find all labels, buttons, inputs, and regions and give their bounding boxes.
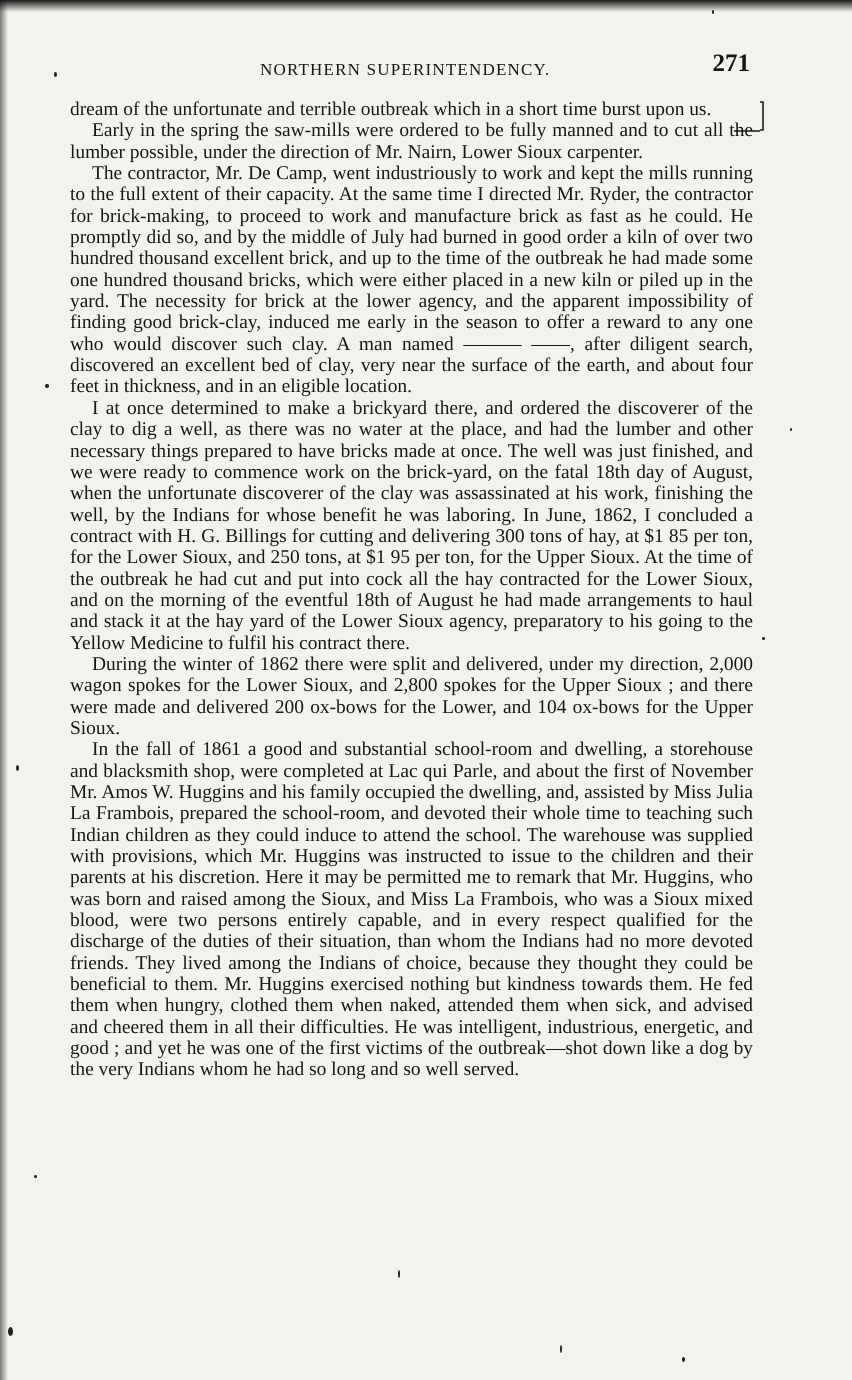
scan-speck [762,637,765,640]
paragraph: Early in the spring the saw-mills were ordered to be fully manned and to cut all the lumber possible, under the direction of Mr. Nairn, Lower Sioux carpenter. [70,120,753,163]
scan-speck [54,72,57,77]
paragraph: In the fall of 1861 a good and substantial school-room and dwelling, a storehouse and blacksmith shop, were completed at Lac qui Parle, and about the first of November Mr. Amos W. Huggins and his family occupied the dwelling, and, assisted by Miss Julia La Frambois, prepared the school-room, and devoted their whole time to teaching such Indian children as they could induce to attend the school. The warehouse was supplied with provisions, which Mr. Huggins was instructed to issue to the children and their parents at his discretion. Here it may be permitted me to remark that Mr. Huggins, who was born and raised among the Sioux, and Miss La Frambois, who was a Sioux mixed blood, were two persons entirely capable, and in every respect qualified for the discharge of the duties of their situation, than whom the Indians had no more devoted friends. They lived among the Indians of choice, because they thought they could be beneficial to them. Mr. Huggins exercised nothing but kindness towards them. He fed them when hungry, clothed them when naked, attended them when sick, and advised and cheered them in all their difficulties. He was intelligent, industrious, energetic, and good ; and yet he was one of the first victims of the outbreak—shot down like a dog by the very Indians whom he had so long and so well served. [70,739,753,1081]
paragraph: During the winter of 1862 there were split and delivered, under my direction, 2,000 wagon spokes for the Lower Sioux, and 2,800 spokes for the Upper Sioux ; and there were made and delivered 200 ox-bows for the Lower, and 104 ox-bows for the Upper Sioux. [70,653,753,739]
scan-speck [16,765,19,771]
scan-speck [682,1357,685,1362]
scan-speck [398,1270,400,1278]
scan-speck [45,384,49,388]
scan-speck [560,1345,562,1353]
paragraph: I at once determined to make a brickyard there, and ordered the discoverer of the clay to dig a well, as there was no water at the place, and had the lumber and other necessary things prepared to have bricks made at once. The well was just finished, and we were ready to commence work on the brick-yard, on the fatal 18th day of August, when the unfortunate discoverer of the clay was assassinated at his work, finishing the well, by the Indians for whose benefit he was laboring. In June, 1862, I concluded a contract with H. G. Billings for cutting and delivering 300 tons of hay, at $1 85 per ton, for the Lower Sioux, and 250 tons, at $1 95 per ton, for the Upper Sioux. At the time of the outbreak he had cut and put into cock all the hay contracted for the Lower Sioux, and on the morning of the eventful 18th of August he had made arrangements to haul and stack it at the hay yard of the Lower Sioux agency, preparatory to his going to the Yellow Medicine to fulfil his contract there. [70,397,753,654]
scan-speck [712,10,714,14]
paragraph: The contractor, Mr. De Camp, went industriously to work and kept the mills running to the full extent of their capacity. At the same time I directed Mr. Ryder, the contractor for brick-making, to proceed to work and manufacture brick as fast as he could. He promptly did so, and by the middle of July had burned in good order a kiln of over two hundred thousand excellent brick, and up to the time of the outbreak he had made some one hundred thousand bricks, which were either placed in a new kiln or piled up in the yard. The necessity for brick at the lower agency, and the apparent impossibility of finding good brick-clay, induced me early in the season to offer a reward to any one who would discover such clay. A man named ——— ——, after diligent search, discovered an excellent bed of clay, very near the surface of the earth, and about four feet in thickness, and in an eligible location. [70,163,753,398]
paragraph-continued: dream of the unfortunate and terrible outbreak which in a short time burst upon us. [70,99,712,120]
scan-speck [8,1327,13,1336]
body-text [70,99,753,1081]
scan-speck [790,428,792,431]
page-number: 271 [712,50,750,77]
scan-left-edge [0,0,8,1380]
scan-speck [34,1175,37,1178]
page-header [70,50,770,84]
running-head: NORTHERN SUPERINTENDENCY. [260,60,551,79]
scan-top-edge [0,0,852,12]
